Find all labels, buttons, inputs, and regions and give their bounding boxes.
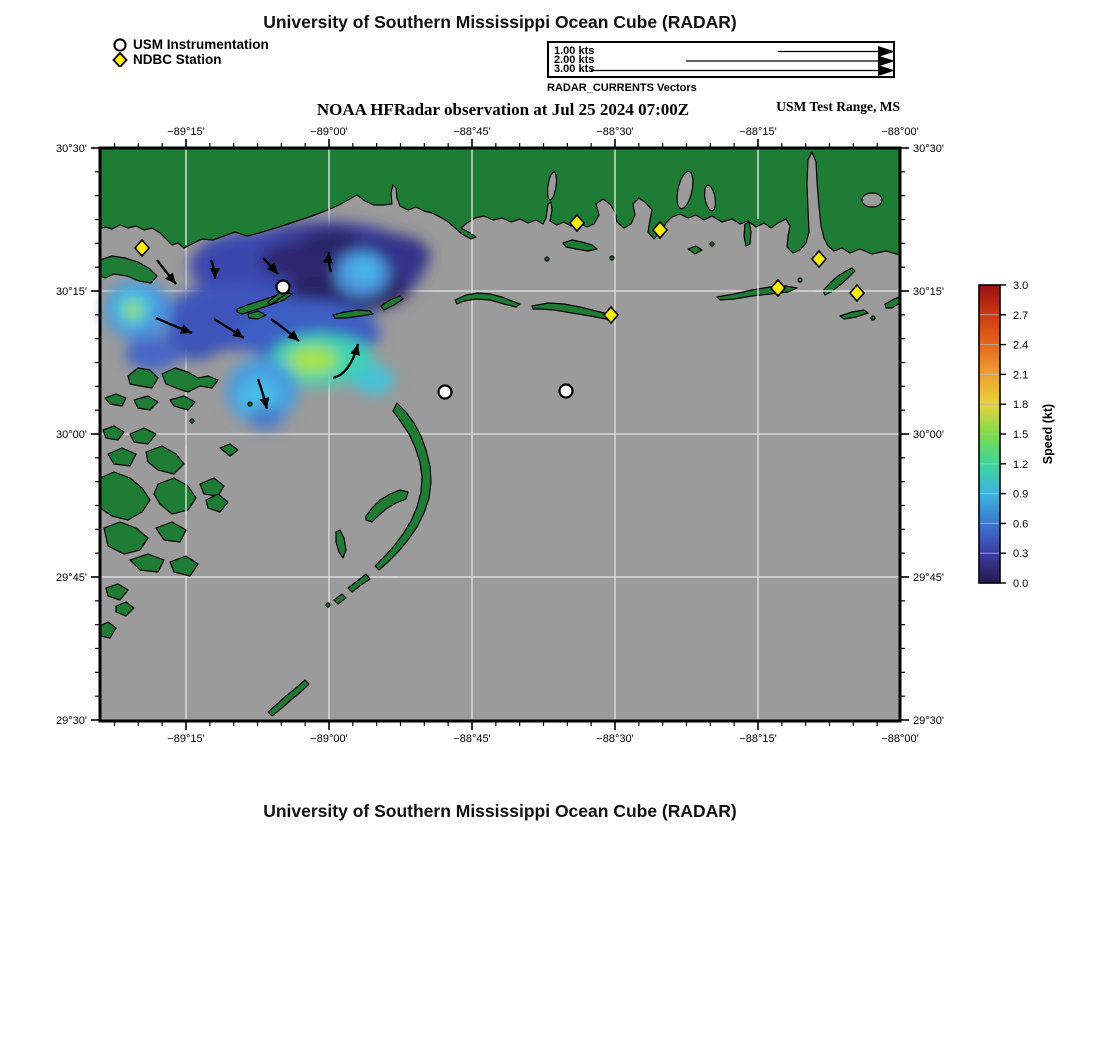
svg-text:0.0: 0.0 (1013, 578, 1029, 590)
svg-text:29°45': 29°45' (56, 572, 87, 584)
svg-text:29°30': 29°30' (913, 715, 944, 727)
svg-text:0.9: 0.9 (1013, 488, 1029, 501)
svg-text:−88°15': −88°15' (739, 733, 777, 745)
svg-text:−88°30': −88°30' (596, 733, 634, 745)
svg-text:29°30': 29°30' (56, 715, 87, 727)
usm-instrument-marker (277, 281, 290, 294)
inland-bay (862, 193, 882, 207)
svg-text:−89°00': −89°00' (310, 126, 348, 138)
region-label: USM Test Range, MS (776, 99, 900, 114)
vector-scale-caption: RADAR_CURRENTS Vectors (547, 82, 697, 94)
svg-text:2.7: 2.7 (1013, 309, 1029, 322)
svg-text:30°30': 30°30' (913, 143, 944, 155)
svg-text:3.0: 3.0 (1013, 280, 1029, 292)
svg-text:−88°45': −88°45' (453, 733, 491, 745)
svg-text:1.5: 1.5 (1013, 429, 1029, 441)
usm-instrument-marker (439, 386, 452, 399)
figure-title-bottom: University of Southern Mississippi Ocean Cube (RADAR) (263, 801, 737, 821)
svg-text:30°00': 30°00' (56, 429, 87, 441)
svg-text:1.2: 1.2 (1013, 458, 1029, 471)
svg-text:−88°00': −88°00' (881, 733, 919, 745)
svg-text:0.6: 0.6 (1013, 518, 1029, 531)
colorbar-label: Speed (kt) (1041, 403, 1055, 465)
svg-text:−89°15': −89°15' (167, 126, 205, 138)
svg-text:−88°00': −88°00' (881, 126, 919, 138)
svg-text:30°00': 30°00' (913, 429, 944, 441)
svg-text:30°30': 30°30' (56, 143, 87, 155)
vector-scale-entry: 3.00 kts (554, 63, 595, 75)
svg-text:30°15': 30°15' (913, 286, 944, 298)
svg-text:2.1: 2.1 (1013, 369, 1029, 382)
colorbar (979, 280, 1055, 590)
svg-text:−89°00': −89°00' (310, 733, 348, 745)
svg-text:−89°15': −89°15' (167, 733, 205, 745)
legend-label: USM Instrumentation (133, 37, 269, 52)
svg-text:−88°15': −88°15' (739, 126, 777, 138)
svg-text:1.8: 1.8 (1013, 399, 1029, 412)
svg-text:−88°45': −88°45' (453, 126, 491, 138)
svg-text:0.3: 0.3 (1013, 548, 1029, 561)
vector-scale-entry: 1.00 kts (554, 45, 595, 57)
svg-text:2.4: 2.4 (1013, 339, 1029, 352)
observation-subtitle: NOAA HFRadar observation at Jul 25 2024 07:00Z (316, 100, 690, 119)
legend-label: NDBC Station (133, 52, 222, 67)
figure-title-top: University of Southern Mississippi Ocean Cube (RADAR) (263, 12, 737, 32)
vector-scale-entry: 2.00 kts (554, 54, 595, 66)
usm-instrument-marker (560, 385, 573, 398)
svg-text:30°15': 30°15' (56, 286, 87, 298)
svg-text:29°45': 29°45' (913, 572, 944, 584)
svg-text:−88°30': −88°30' (596, 126, 634, 138)
